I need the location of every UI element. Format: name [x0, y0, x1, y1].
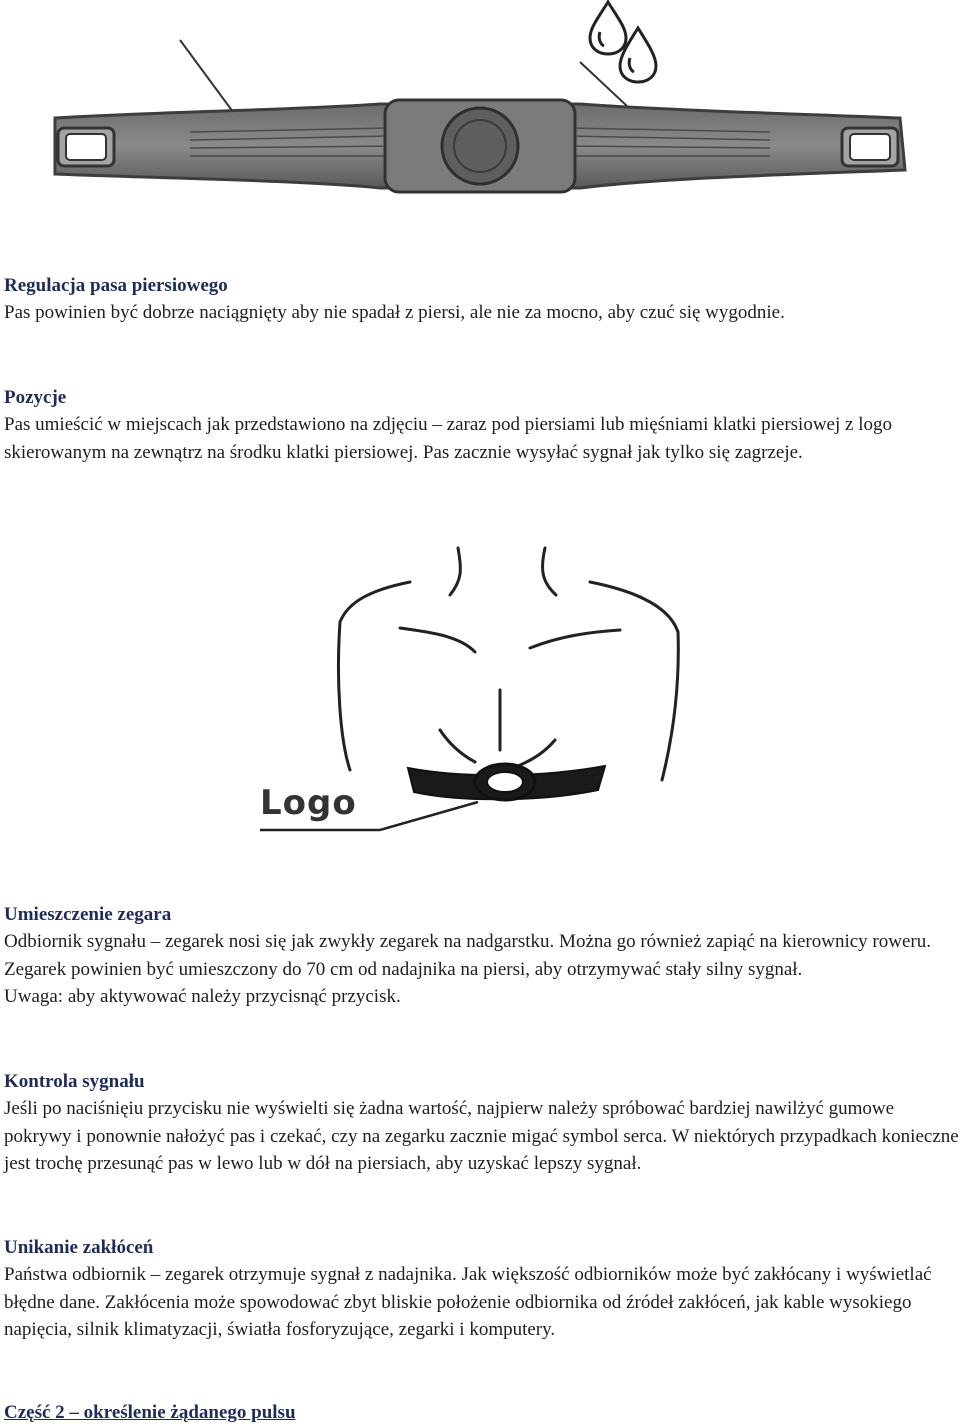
water-drop-icon [590, 2, 626, 54]
section-signal-check [4, 1068, 960, 1177]
section-part-two [4, 1399, 960, 1426]
chest-position-illustration [200, 540, 720, 850]
section-watch-placement [4, 901, 960, 1010]
section-body: Państwa odbiornik – zegarek otrzymuje sygnał z nadajnika. Jak większość odbiorników może być zakłócany i wyświetlać błędne dane. Zakłócenia może spowodować zbyt bliskie położenie odbiornika od źródeł zakłóceń, jak kable wysokiego napięcia, silnik klimatyzacji, światła fosforyzujące, zegarki i komputery. [4, 1264, 932, 1340]
section-body: Pas umieścić w miejscach jak przedstawiono na zdjęciu – zaraz pod piersiami lub mięśniami klatki piersiowej z logo skierowanym na zewnątrz na środku klatki piersiowej. Pas zacznie wysyłać sygnał jak tylko się zagrzeje. [4, 414, 892, 463]
section-positions [4, 384, 960, 466]
section-heading: Umieszczenie zegara [4, 904, 172, 925]
section-body: Odbiornik sygnału – zegarek nosi się jak zwykły zegarek na nadgarstku. Można go również zapiąć na kierownicy roweru. Zegarek powinien być umieszczony do 70 cm od nadajnika na piersi, aby otrzymywać stały silny sygnał. [4, 931, 931, 980]
section-body: Jeśli po naciśnięiu przycisku nie wyświelti się żadna wartość, najpierw należy spróbować bardziej nawilżyć gumowe pokrywy i ponownie nałożyć pas i czekać, czy na zegarku zacznie migać symbol serca. W niektórych przypadkach konieczne jest trochę przesunąć pas w lewo lub w dół na piersiach, aby uzyskać lepszy sygnał. [4, 1098, 959, 1174]
part-two-heading: Część 2 – określenie żądanego pulsu [4, 1402, 296, 1423]
section-heading: Kontrola sygnału [4, 1071, 145, 1092]
section-heading: Pozycje [4, 387, 67, 408]
chest-strap-illustration [0, 0, 960, 260]
section-note: Uwaga: aby aktywować należy przycisnąć przycisk. [4, 985, 401, 1007]
logo-label: Logo [260, 783, 357, 823]
section-heading: Unikanie zakłóceń [4, 1237, 154, 1258]
section-interference [4, 1234, 960, 1343]
section-heading: Regulacja pasa piersiowego [4, 275, 228, 296]
section-strap-adjustment [4, 272, 960, 327]
section-body: Pas powinien być dobrze naciągnięty aby nie spadał z piersi, ale nie za mocno, aby czuć się wygodnie. [4, 302, 785, 324]
